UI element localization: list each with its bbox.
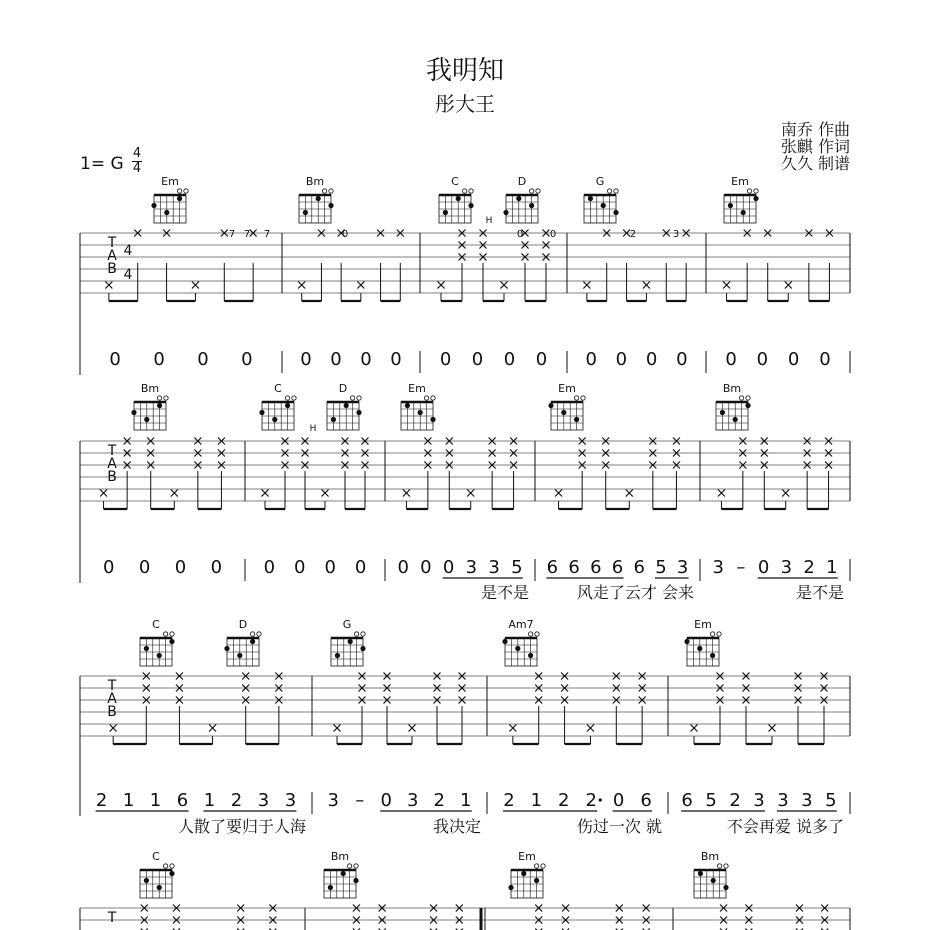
- finger-dot: [328, 203, 333, 208]
- chord-diagram: [502, 618, 539, 666]
- chord-name: G: [342, 618, 352, 631]
- finger-dot: [515, 646, 520, 651]
- lyric-text: 我决定: [432, 817, 481, 836]
- lyric-text: 人散了要归于人海: [177, 817, 306, 836]
- song-title: 我明知: [425, 56, 504, 86]
- chord-name: D: [238, 618, 248, 631]
- finger-dot: [723, 885, 728, 890]
- jianpu-note: 0: [294, 557, 306, 578]
- song-artist: 彤大王: [435, 92, 495, 116]
- jianpu-note: 0: [471, 349, 484, 370]
- jianpu-note: 0: [725, 349, 737, 370]
- jianpu-note: 5: [825, 790, 837, 811]
- finger-dot: [456, 196, 461, 201]
- chord-diagram: [327, 382, 362, 430]
- jianpu-note: 1: [460, 790, 472, 811]
- chord-name: Bm: [305, 175, 325, 188]
- chord-diagram: [259, 382, 296, 430]
- jianpu-note: 0: [360, 349, 372, 370]
- finger-dot: [157, 403, 162, 408]
- chord-name: G: [595, 175, 605, 188]
- jianpu-note: –: [355, 790, 365, 811]
- chord-diagram: [548, 382, 585, 430]
- tab-bass-note: [467, 490, 474, 497]
- tab-bass-note: [785, 282, 792, 289]
- finger-dot: [684, 639, 689, 644]
- chord-diagram: [324, 850, 359, 898]
- jianpu-note: 0: [197, 349, 209, 370]
- finger-dot: [144, 878, 149, 883]
- jianpu-measure: [725, 349, 830, 370]
- finger-dot: [588, 196, 593, 201]
- chord-name: C: [274, 382, 282, 395]
- chord-diagram: [439, 175, 474, 223]
- jianpu-note: 5: [655, 557, 667, 578]
- chord-name: Em: [518, 850, 536, 863]
- chord-diagram: [401, 382, 436, 430]
- jianpu-note: 0: [300, 349, 312, 370]
- tab-bass-note: [583, 282, 590, 289]
- jianpu-note: 0: [380, 790, 392, 811]
- jianpu-note: 0: [757, 557, 770, 578]
- lyric-text: 伤过一次 就: [576, 817, 662, 836]
- jianpu-measure: [96, 790, 306, 836]
- jianpu-note: 6: [681, 790, 693, 811]
- chord-diagram: [140, 618, 175, 666]
- jianpu-note: 2: [503, 790, 515, 811]
- jianpu-note: 3: [676, 557, 689, 578]
- jianpu-note: 2: [803, 557, 815, 578]
- tab-fret-number: 2: [629, 229, 637, 240]
- chord-name: Em: [558, 382, 576, 395]
- finger-dot: [741, 210, 746, 215]
- finger-dot: [711, 878, 716, 883]
- finger-dot: [728, 203, 733, 208]
- jianpu-note: 6: [611, 557, 624, 578]
- finger-dot: [169, 639, 174, 644]
- jianpu-note: 0: [354, 557, 367, 578]
- jianpu-note: 0: [787, 349, 800, 370]
- chord-name: Bm: [330, 850, 350, 863]
- lyric-text: 不会再爱 说多了: [726, 817, 844, 836]
- tab-bass-note: [509, 725, 516, 732]
- finger-dot: [601, 203, 606, 208]
- time-signature-top: 4: [132, 146, 142, 161]
- jianpu-note: 3: [712, 557, 724, 578]
- chord-diagram: [724, 175, 759, 223]
- jianpu-note: 0: [615, 349, 628, 370]
- tab-fret-number: 7: [263, 229, 271, 240]
- tab-time-top: 4: [123, 243, 133, 259]
- chord-name: C: [451, 175, 459, 188]
- tab-bass-note: [587, 725, 594, 732]
- tab-bass-note: [110, 725, 117, 732]
- finger-dot: [733, 417, 738, 422]
- finger-dot: [341, 871, 346, 876]
- finger-dot: [516, 196, 521, 201]
- jianpu-measure: [327, 790, 481, 836]
- tab-clef-letter-b: B: [107, 261, 117, 277]
- finger-dot: [164, 210, 169, 215]
- finger-dot: [344, 403, 349, 408]
- chord-name: D: [517, 175, 527, 188]
- jianpu-note: 0: [676, 349, 688, 370]
- tab-bass-note: [718, 490, 725, 497]
- jianpu-measure: [681, 790, 844, 836]
- finger-dot: [285, 403, 290, 408]
- finger-dot: [574, 417, 579, 422]
- chord-name: Em: [731, 175, 749, 188]
- jianpu-measure: [503, 790, 662, 836]
- tab-bass-note: [262, 490, 269, 497]
- tab-bass-note: [643, 282, 650, 289]
- jianpu-note: 0: [503, 349, 516, 370]
- finger-dot: [131, 410, 136, 415]
- tab-fret-number: 0: [549, 229, 557, 240]
- tab-bass-note: [357, 282, 364, 289]
- jianpu-note: 3: [777, 790, 789, 811]
- tab-bass-note: [769, 725, 776, 732]
- finger-dot: [250, 639, 255, 644]
- finger-dot: [328, 885, 333, 890]
- tab-clef-letter-t: T: [107, 443, 117, 459]
- tab-fret-number: 7: [228, 229, 236, 240]
- jianpu-note: 0: [612, 790, 625, 811]
- tab-bass-note: [626, 490, 633, 497]
- jianpu-measure: [264, 557, 367, 578]
- tab-bass-note: [723, 282, 730, 289]
- jianpu-note: 3: [407, 790, 419, 811]
- chord-name: Bm: [700, 850, 720, 863]
- finger-dot: [316, 196, 321, 201]
- jianpu-measure: [300, 349, 401, 370]
- chord-diagram: [140, 850, 175, 898]
- key-signature: 1= G: [80, 154, 124, 174]
- tab-fret-number: 3: [672, 229, 680, 240]
- finger-dot: [521, 871, 526, 876]
- finger-dot: [405, 403, 410, 408]
- chord-diagram: [716, 382, 751, 430]
- tab-clef-letter-t: T: [107, 910, 117, 926]
- lyric-text: 是不是: [480, 583, 529, 602]
- finger-dot: [430, 417, 435, 422]
- tab-clef-letter-b: B: [107, 704, 117, 720]
- finger-dot: [151, 203, 156, 208]
- tab-clef-letter-a: A: [107, 456, 117, 472]
- jianpu-note: 3: [465, 557, 478, 578]
- tab-clef-letter-t: T: [107, 235, 117, 251]
- finger-dot: [360, 646, 365, 651]
- jianpu-note: 0: [645, 349, 658, 370]
- jianpu-note: 0: [439, 349, 452, 370]
- finger-dot: [237, 653, 242, 658]
- tab-clef-letter-b: B: [107, 469, 117, 485]
- tab-system: [80, 382, 850, 602]
- chord-diagram: [684, 618, 721, 666]
- jianpu-note: 0: [138, 557, 151, 578]
- lyric-text: 是不是: [795, 583, 844, 602]
- jianpu-note: 3: [327, 790, 339, 811]
- jianpu-note: 0: [397, 557, 409, 578]
- finger-dot: [502, 639, 507, 644]
- finger-dot: [356, 410, 361, 415]
- tab-clef-letter-t: T: [107, 678, 117, 694]
- chord-name: Em: [408, 382, 426, 395]
- finger-dot: [259, 410, 264, 415]
- jianpu-note: 2: [558, 790, 570, 811]
- jianpu-note: 6: [568, 557, 580, 578]
- jianpu-note: 0: [210, 557, 223, 578]
- jianpu-measure: [712, 557, 844, 602]
- jianpu-note: 1: [203, 790, 216, 811]
- hammer-on-mark: H: [309, 424, 317, 434]
- jianpu-note: 2: [230, 790, 243, 811]
- chord-name: Bm: [140, 382, 160, 395]
- jianpu-note: 3: [257, 790, 270, 811]
- jianpu-note: 2: [729, 790, 741, 811]
- jianpu-note: 0: [324, 557, 336, 578]
- tab-bass-note: [192, 282, 199, 289]
- jianpu-note: 1: [826, 557, 838, 578]
- jianpu-note: 3: [753, 790, 765, 811]
- jianpu-note: 0: [535, 349, 548, 370]
- finger-dot: [157, 885, 162, 890]
- jianpu-note: 6: [640, 790, 652, 811]
- finger-dot: [710, 653, 715, 658]
- jianpu-note: 0: [442, 557, 455, 578]
- time-signature-bottom: 4: [132, 161, 142, 176]
- jianpu-measure: [103, 557, 222, 578]
- finger-dot: [303, 210, 308, 215]
- finger-dot: [331, 417, 336, 422]
- jianpu-note: 3: [488, 557, 500, 578]
- jianpu-note: 5: [705, 790, 717, 811]
- finger-dot: [272, 417, 277, 422]
- jianpu-note: 0: [109, 349, 121, 370]
- jianpu-note: 3: [284, 790, 297, 811]
- jianpu-note: 0: [102, 557, 115, 578]
- jianpu-note: 0: [756, 349, 769, 370]
- jianpu-note: 3: [801, 790, 813, 811]
- tab-bass-note: [171, 490, 178, 497]
- jianpu-note: 0: [390, 349, 402, 370]
- finger-dot: [548, 403, 553, 408]
- tab-clef-letter-a: A: [107, 691, 117, 707]
- finger-dot: [698, 871, 703, 876]
- tab-system: [80, 850, 850, 930]
- tab-bass-note: [438, 282, 445, 289]
- chord-diagram: [331, 618, 366, 666]
- finger-dot: [353, 878, 358, 883]
- jianpu-note: 0: [330, 349, 342, 370]
- finger-dot: [753, 196, 758, 201]
- chord-name: Am7: [508, 618, 534, 631]
- jianpu-note: 1: [122, 790, 135, 811]
- finger-dot: [418, 410, 423, 415]
- finger-dot: [697, 646, 702, 651]
- chord-name: C: [152, 618, 160, 631]
- jianpu-note: 6: [633, 557, 645, 578]
- jianpu-note: 6: [176, 790, 189, 811]
- finger-dot: [169, 871, 174, 876]
- chord-diagram: [299, 175, 334, 223]
- tab-bass-note: [105, 282, 112, 289]
- tab-bass-note: [100, 490, 107, 497]
- jianpu-note: 2: [95, 790, 108, 811]
- finger-dot: [534, 878, 539, 883]
- chord-name: Em: [161, 175, 179, 188]
- tab-bass-note: [322, 490, 329, 497]
- chord-diagram: [694, 850, 729, 898]
- jianpu-note: 2: [433, 790, 445, 811]
- tab-system: [80, 618, 850, 836]
- jianpu-note: 0: [819, 349, 831, 370]
- jianpu-note: 0: [263, 557, 276, 578]
- jianpu-note: 0: [585, 349, 597, 370]
- finger-dot: [335, 653, 340, 658]
- chord-name: Bm: [722, 382, 742, 395]
- tab-bass-note: [555, 490, 562, 497]
- chord-diagram: [151, 175, 188, 223]
- jianpu-note: 0: [174, 557, 187, 578]
- chord-diagram: [224, 618, 261, 666]
- jianpu-measure: [585, 349, 687, 370]
- finger-dot: [144, 646, 149, 651]
- chord-name: D: [338, 382, 348, 395]
- tab-bass-note: [691, 725, 698, 732]
- jianpu-note: 0: [420, 557, 432, 578]
- chord-diagram: [131, 382, 168, 430]
- finger-dot: [613, 210, 618, 215]
- tab-fret-number: 0: [516, 229, 524, 240]
- jianpu-note: 0: [153, 349, 165, 370]
- jianpu-measure: [109, 349, 252, 370]
- finger-dot: [443, 210, 448, 215]
- credit-composer: 南乔 作曲: [780, 120, 850, 139]
- tab-clef-letter-a: A: [107, 248, 117, 264]
- finger-dot: [561, 410, 566, 415]
- tab-bass-note: [403, 490, 410, 497]
- finger-dot: [348, 639, 353, 644]
- jianpu-measure: [440, 349, 547, 370]
- finger-dot: [144, 417, 149, 422]
- jianpu-note: 1: [530, 790, 543, 811]
- jianpu-note: 5: [511, 557, 523, 578]
- tab-bass-note: [209, 725, 216, 732]
- finger-dot: [224, 646, 229, 651]
- chord-diagram: [508, 850, 545, 898]
- hammer-on-mark: H: [485, 216, 493, 226]
- jianpu-measure: [546, 557, 694, 602]
- jianpu-note: 6: [590, 557, 602, 578]
- chord-name: C: [152, 850, 160, 863]
- tab-bass-note: [334, 725, 341, 732]
- finger-dot: [503, 210, 508, 215]
- tab-fret-number: 0: [341, 229, 349, 240]
- tab-bass-note: [501, 282, 508, 289]
- jianpu-measure: [397, 557, 529, 602]
- finger-dot: [529, 203, 534, 208]
- jianpu-note: 1: [149, 790, 162, 811]
- credit-arranger: 久久 制谱: [780, 154, 850, 173]
- finger-dot: [745, 403, 750, 408]
- finger-dot: [177, 196, 182, 201]
- tab-system: [80, 175, 850, 375]
- finger-dot: [157, 653, 162, 658]
- tab-bass-note: [298, 282, 305, 289]
- chord-diagram: [584, 175, 619, 223]
- jianpu-note: –: [736, 557, 746, 578]
- tab-fret-number: 7: [243, 229, 251, 240]
- tab-bass-note: [782, 490, 789, 497]
- finger-dot: [528, 653, 533, 658]
- tab-bass-note: [409, 725, 416, 732]
- finger-dot: [720, 410, 725, 415]
- finger-dot: [468, 203, 473, 208]
- credit-lyricist: 张麒 作词: [780, 137, 850, 156]
- jianpu-note: 3: [780, 557, 793, 578]
- chord-name: Em: [694, 618, 712, 631]
- jianpu-note: 2: [585, 790, 597, 811]
- jianpu-note: 0: [241, 349, 253, 370]
- finger-dot: [508, 885, 513, 890]
- chord-diagram: [503, 175, 540, 223]
- lyric-text: 风走了云才 会来: [576, 583, 694, 602]
- tab-time-bottom: 4: [123, 267, 133, 283]
- jianpu-note: 6: [546, 557, 559, 578]
